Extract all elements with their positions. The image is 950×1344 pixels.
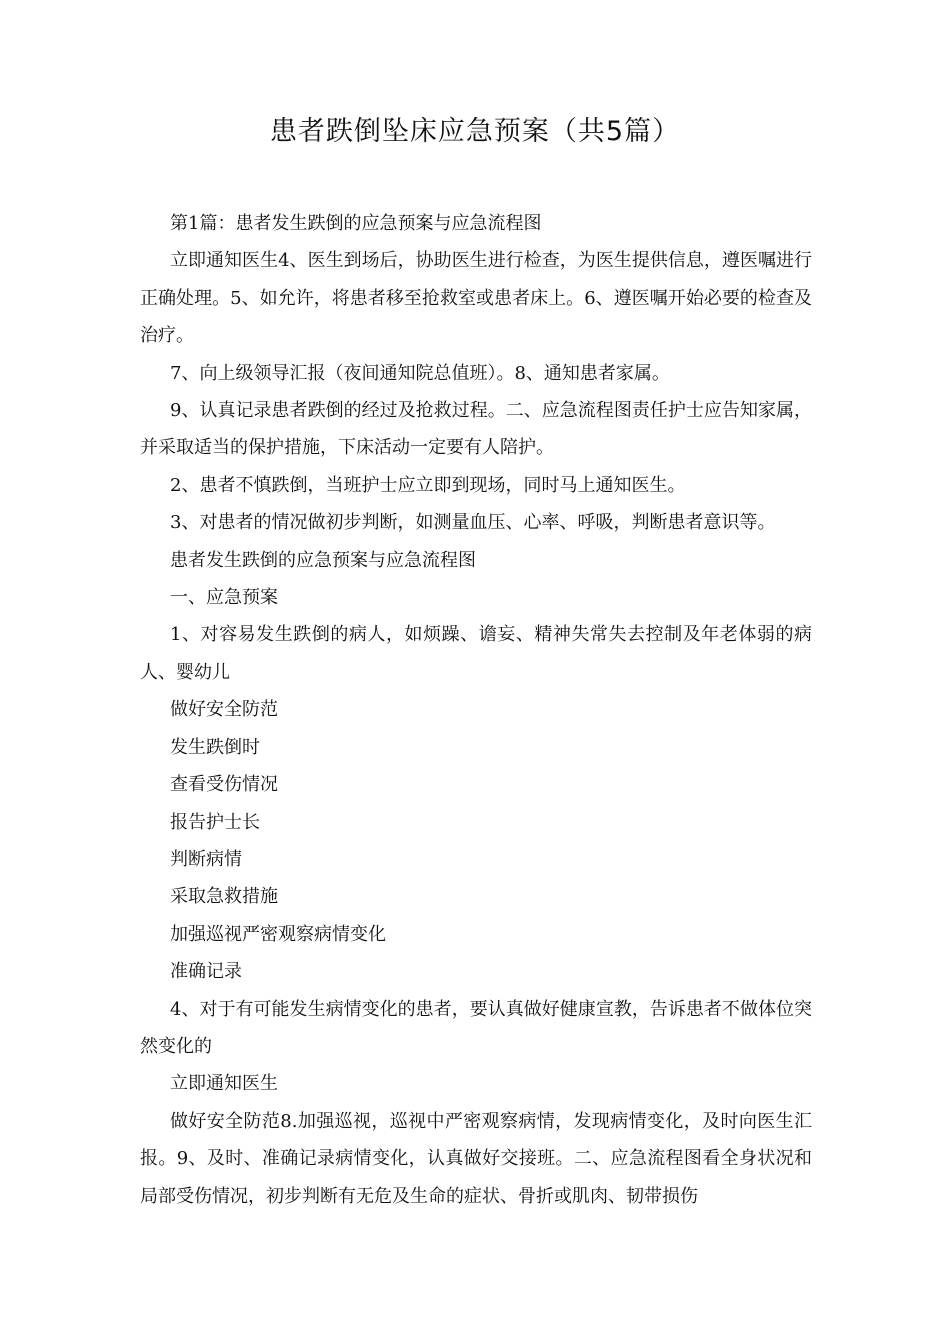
document-title: 患者跌倒坠床应急预案（共5篇） <box>269 116 681 147</box>
paragraph-subheading: 患者发生跌倒的应急预案与应急流程图 <box>170 549 476 571</box>
flow-step: 发生跌倒时 <box>170 736 260 758</box>
paragraph: 4、对于有可能发生病情变化的患者，要认真做好健康宣教，告诉患者不做体位突然变化的 <box>140 998 812 1057</box>
paragraph: 做好安全防范8.加强巡视，巡视中严密观察病情，发现病情变化，及时向医生汇报。9、及时、准确记录病情变化，认真做好交接班。二、应急流程图看全身状况和局部受伤情况，初步判断有无危及生命的症状、骨折或肌肉、韧带损伤 <box>140 1110 812 1207</box>
flow-step: 查看受伤情况 <box>170 774 278 796</box>
flow-step: 立即通知医生 <box>170 1073 278 1095</box>
flow-step: 准确记录 <box>170 961 242 983</box>
flow-step: 采取急救措施 <box>170 886 278 908</box>
paragraph: 9、认真记录患者跌倒的经过及抢救过程。二、应急流程图责任护士应告知家属，并采取适当的保护措施，下床活动一定要有人陪护。 <box>140 400 812 459</box>
paragraph-subheading: 一、应急预案 <box>170 587 278 609</box>
document-body <box>140 205 812 1215</box>
paragraph-section-heading: 第1篇：患者发生跌倒的应急预案与应急流程图 <box>170 213 542 234</box>
flow-step: 做好安全防范 <box>170 699 278 721</box>
flow-step: 判断病情 <box>170 848 242 870</box>
flow-step: 加强巡视严密观察病情变化 <box>170 923 386 945</box>
paragraph: 3、对患者的情况做初步判断，如测量血压、心率、呼吸，判断患者意识等。 <box>170 512 776 534</box>
flow-step: 报告护士长 <box>170 811 260 833</box>
paragraph: 1、对容易发生跌倒的病人，如烦躁、谵妄、精神失常失去控制及年老体弱的病人、婴幼儿 <box>140 624 812 683</box>
paragraph: 7、向上级领导汇报（夜间通知院总值班）。8、通知患者家属。 <box>170 362 670 384</box>
paragraph: 立即通知医生4、医生到场后，协助医生进行检查，为医生提供信息，遵医嘱进行正确处理。5、如允许，将患者移至抢救室或患者床上。6、遵医嘱开始必要的检查及治疗。 <box>140 250 812 347</box>
paragraph: 2、患者不慎跌倒，当班护士应立即到现场，同时马上通知医生。 <box>170 474 686 496</box>
